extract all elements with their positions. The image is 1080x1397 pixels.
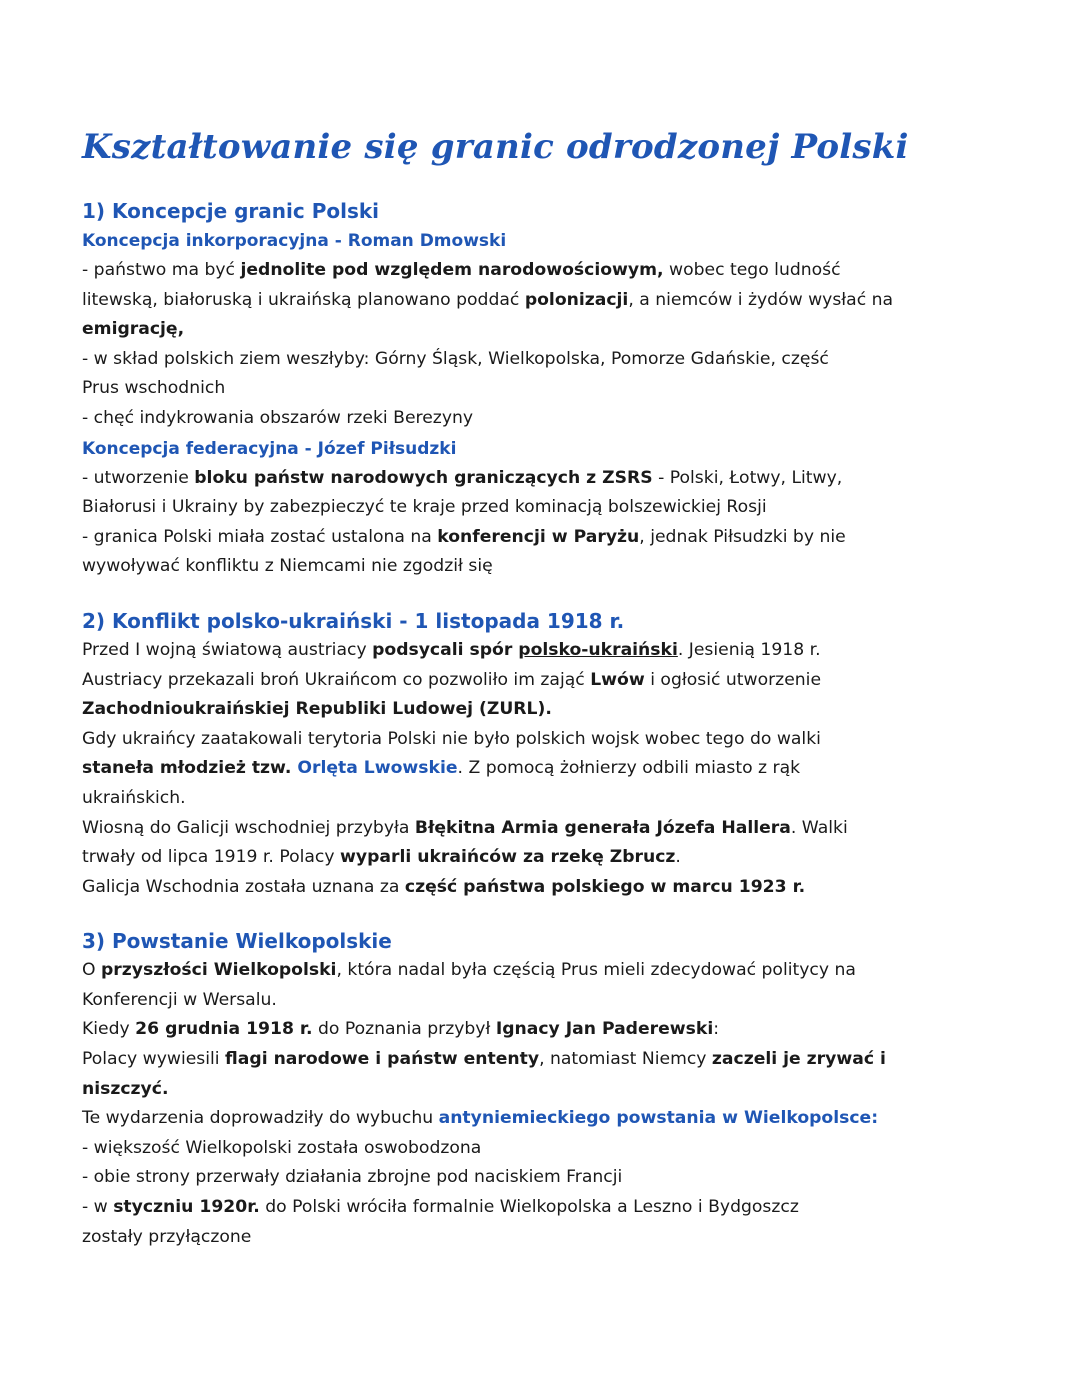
text-line: Zachodnioukraińskiej Republiki Ludowej (ZURL). <box>82 699 552 720</box>
text-line: Wiosną do Galicji wschodniej przybyła Błękitna Armia generała Józefa Hallera. Walki <box>82 817 848 838</box>
text-line: Prus wschodnich <box>82 378 226 399</box>
subheading-inkorporacyjna: Koncepcja inkorporacyjna - Roman Dmowski <box>82 231 507 251</box>
text-line: - większość Wielkopolski została oswobodzona <box>82 1137 482 1158</box>
text-line: - w styczniu 1920r. do Polski wróciła formalnie Wielkopolska a Leszno i Bydgoszcz <box>82 1197 799 1218</box>
section-heading: 3) Powstanie Wielkopolskie <box>82 929 392 954</box>
text-line: trwały od lipca 1919 r. Polacy wyparli ukraińców za rzekę Zbrucz. <box>82 847 681 868</box>
text-line: O przyszłości Wielkopolski, która nadal była częścią Prus mieli zdecydować politycy na <box>82 960 856 981</box>
section-heading: 1) Koncepcje granic Polski <box>82 199 380 223</box>
document-page <box>82 124 982 1276</box>
page-title: Kształtowanie się granic odrodzonej Polski <box>82 127 909 167</box>
text-line: Przed I wojną światową austriacy podsycali spór polsko-ukraiński. Jesienią 1918 r. <box>82 639 821 660</box>
text-line: Białorusi i Ukrainy by zabezpieczyć te kraje przed kominacją bolszewickiej Rosji <box>82 497 767 518</box>
section-konflikt <box>82 606 982 902</box>
text-line: - chęć indykrowania obszarów rzeki Berezyny <box>82 407 474 428</box>
text-line: - granica Polski miała zostać ustalona na konferencji w Paryżu, jednak Piłsudzki by nie <box>82 526 846 547</box>
text-line: litewską, białoruską i ukraińską planowano poddać polonizacji, a niemców i żydów wysłać na <box>82 289 894 310</box>
text-line: Gdy ukraińcy zaatakowali terytoria Polski nie było polskich wojsk wobec tego do walki <box>82 728 821 749</box>
text-line: Austriacy przekazali broń Ukraińcom co pozwoliło im zająć Lwów i ogłosić utworzenie <box>82 669 822 690</box>
text-line: wywoływać konfliktu z Niemcami nie zgodził się <box>82 556 493 577</box>
section-powstanie <box>82 926 982 1252</box>
text-line: - państwo ma być jednolite pod względem narodowościowym, wobec tego ludność <box>82 260 841 280</box>
text-line: niszczyć. <box>82 1078 169 1099</box>
text-line: Te wydarzenia doprowadziły do wybuchu antyniemieckiego powstania w Wielkopolsce: <box>82 1108 879 1129</box>
text-line: ukraińskich. <box>82 787 186 808</box>
text-line: Galicja Wschodnia została uznana za część państwa polskiego w marcu 1923 r. <box>82 876 806 897</box>
text-line: Polacy wywiesili flagi narodowe i państw ententy, natomiast Niemcy zaczeli je zrywać i <box>82 1049 886 1070</box>
section-heading: 2) Konflikt polsko-ukraiński - 1 listopada 1918 r. <box>82 608 625 633</box>
text-line: Konferencji w Wersalu. <box>82 989 277 1010</box>
subheading-federacyjna: Koncepcja federacyjna - Józef Piłsudzki <box>82 438 457 459</box>
text-line: - utworzenie bloku państw narodowych graniczących z ZSRS - Polski, Łotwy, Litwy, <box>82 467 843 488</box>
text-line: - w skład polskich ziem weszłyby: Górny Śląsk, Wielkopolska, Pomorze Gdańskie, część <box>82 348 829 369</box>
text-line: Kiedy 26 grudnia 1918 r. do Poznania przybył Ignacy Jan Paderewski: <box>82 1019 720 1040</box>
text-line: staneła młodzież tzw. Orlęta Lwowskie. Z pomocą żołnierzy odbili miasto z rąk <box>82 758 801 779</box>
text-line: emigrację, <box>82 319 185 340</box>
text-line: - obie strony przerwały działania zbrojne pod naciskiem Francji <box>82 1167 623 1188</box>
section-koncepcje <box>82 196 982 582</box>
text-line: zostały przyłączone <box>82 1226 252 1247</box>
